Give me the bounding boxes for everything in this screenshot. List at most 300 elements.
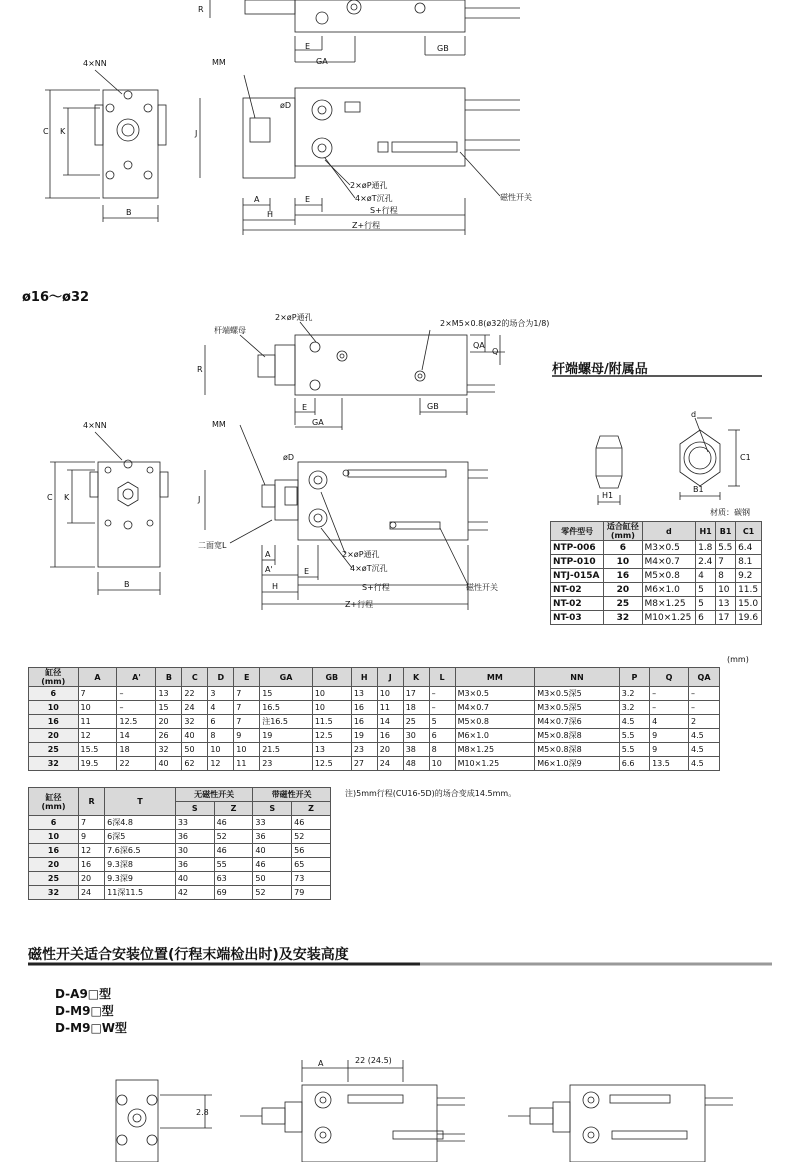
table-cell: M6×1.0深9 (535, 757, 620, 771)
drawing1-labels (43, 5, 532, 230)
rt-header-no-switch: 无磁性开关 (175, 788, 253, 802)
table-cell: M3×0.5深5 (535, 701, 620, 715)
table-cell: 16 (29, 844, 79, 858)
table-cell: 5 (696, 583, 716, 597)
table-cell: 33 (175, 816, 214, 830)
table-cell: 62 (182, 757, 208, 771)
table-cell: 6.4 (736, 541, 762, 555)
label-b-2: B (124, 580, 130, 589)
label-e-side-2: E (304, 567, 310, 576)
rt-sub-s: S (253, 802, 292, 816)
table-cell: 9 (650, 743, 689, 757)
label-nn-2: 4×NN (83, 421, 107, 430)
table-cell: – (689, 701, 720, 715)
table-row (29, 757, 720, 771)
table-cell: 5.5 (716, 541, 736, 555)
table-cell: 32 (604, 611, 642, 625)
callout-s-1: S+行程 (370, 206, 398, 215)
drawing1-end-view (45, 70, 166, 222)
table-cell: 48 (403, 757, 429, 771)
table-cell: 15 (260, 687, 313, 701)
table-cell: 9.3深9 (105, 872, 176, 886)
table-cell: 3 (208, 687, 234, 701)
table-cell: 7 (234, 687, 260, 701)
table-row (29, 701, 720, 715)
table-cell: 52 (253, 886, 292, 900)
switch-side-view-1 (240, 1060, 465, 1162)
table-cell: – (429, 687, 455, 701)
table-cell: 17 (403, 687, 429, 701)
table-cell: M6×1.0 (455, 729, 535, 743)
table-cell: 23 (260, 757, 313, 771)
table-cell: NTP-006 (551, 541, 604, 555)
rod-nut-drawing (596, 418, 740, 505)
nut-label-h1: H1 (602, 491, 614, 500)
label-d-2: øD (283, 453, 295, 462)
label-q-2: Q (492, 347, 499, 356)
table-cell: 55 (214, 858, 253, 872)
table-cell: 79 (292, 886, 331, 900)
table-cell: 65 (292, 858, 331, 872)
rt-header-bore: 缸径 (mm) (29, 788, 79, 816)
table-cell: 52 (214, 830, 253, 844)
table-cell: 36 (175, 830, 214, 844)
table-row (29, 816, 331, 830)
main-header-cell: GA (260, 668, 313, 687)
table-cell: 46 (292, 816, 331, 830)
table-cell: 1.8 (696, 541, 716, 555)
table-cell: – (117, 701, 156, 715)
table-cell: 10 (208, 743, 234, 757)
table-cell: 32 (29, 886, 79, 900)
table-cell: 40 (156, 757, 182, 771)
table-cell: 6.6 (619, 757, 649, 771)
callout-z-2: Z+行程 (345, 600, 374, 609)
table-cell: 13 (351, 687, 377, 701)
table-cell: 6 (696, 611, 716, 625)
table-cell: 16 (29, 715, 79, 729)
table-cell: 12 (78, 729, 117, 743)
table-cell: 10 (78, 701, 117, 715)
label-d-1: øD (280, 101, 292, 110)
acc-header: B1 (716, 522, 736, 541)
main-header-cell: J (377, 668, 403, 687)
nut-labels (602, 410, 751, 517)
table-cell: 46 (214, 844, 253, 858)
label-c-1: C (43, 127, 49, 136)
nut-label-c1: C1 (740, 453, 751, 462)
table-cell: 7 (716, 555, 736, 569)
table-cell: 9.2 (736, 569, 762, 583)
table-cell: 7 (234, 715, 260, 729)
table-cell: 15.5 (78, 743, 117, 757)
main-header-cell: QA (689, 668, 720, 687)
table-cell: 24 (182, 701, 208, 715)
drawing2-top-view (205, 322, 505, 430)
table-cell: M3×0.5深5 (535, 687, 620, 701)
table-cell: NTJ-015A (551, 569, 604, 583)
label-e-side-1: E (305, 195, 311, 204)
table-cell: 6 (29, 687, 79, 701)
table-cell: 25 (29, 872, 79, 886)
table-cell: 5 (429, 715, 455, 729)
table-cell: M4×0.7 (642, 555, 696, 569)
switch-labels (196, 1056, 392, 1117)
table-row (551, 555, 762, 569)
table-cell: – (689, 687, 720, 701)
main-header-cell: GB (312, 668, 351, 687)
callout-t-1: 4×øT沉孔 (355, 194, 393, 203)
label-a-2: A (265, 550, 271, 559)
label-e-2: E (302, 403, 308, 412)
label-qa-2: QA (473, 341, 485, 350)
main-table-unit: (mm) (727, 655, 749, 664)
table-cell: 20 (29, 729, 79, 743)
label-mm-1: MM (212, 58, 226, 67)
table-cell: 52 (292, 830, 331, 844)
switch-label-22: 22 (24.5) (355, 1056, 392, 1065)
main-header-cell: Q (650, 668, 689, 687)
table-cell: 24 (377, 757, 403, 771)
table-row (29, 687, 720, 701)
label-ga-1: GA (316, 57, 328, 66)
table-cell: M8×1.25 (642, 597, 696, 611)
table-cell: 20 (29, 858, 79, 872)
table-cell: 10 (29, 830, 79, 844)
table-cell: 8.1 (736, 555, 762, 569)
table-cell: 16 (604, 569, 642, 583)
table-cell: 56 (292, 844, 331, 858)
callout-switch-2: 磁性开关 (466, 583, 498, 592)
table-cell: 10 (312, 687, 351, 701)
table-cell: 4.5 (689, 757, 720, 771)
switch-end-view (116, 1080, 212, 1162)
switch-types (55, 986, 127, 1037)
table-cell: 9.3深8 (105, 858, 176, 872)
table-cell: – (650, 701, 689, 715)
table-cell: 13 (312, 743, 351, 757)
table-cell: 4.5 (689, 743, 720, 757)
table-cell: 12.5 (312, 729, 351, 743)
table-cell: 40 (175, 872, 214, 886)
table-cell: 20 (604, 583, 642, 597)
table-cell: 12.5 (117, 715, 156, 729)
table-cell: 8 (429, 743, 455, 757)
rt-header-r: R (78, 788, 104, 816)
rt-header-t: T (105, 788, 176, 816)
table-cell: M4×0.7深6 (535, 715, 620, 729)
label-j-1: J (195, 129, 198, 138)
table-cell: 11.5 (736, 583, 762, 597)
main-header-cell: NN (535, 668, 620, 687)
drawing1-top-view (210, 0, 520, 62)
main-header-cell: D (208, 668, 234, 687)
table-cell: 6深5 (105, 830, 176, 844)
rt-sub-z: Z (292, 802, 331, 816)
acc-header: H1 (696, 522, 716, 541)
table-cell: 10 (429, 757, 455, 771)
table-cell: 12.5 (312, 757, 351, 771)
label-r-2: R (197, 365, 203, 374)
table-cell: 8 (208, 729, 234, 743)
drawing2-end-view (50, 432, 168, 595)
table-cell: 14 (377, 715, 403, 729)
table-cell: 11深11.5 (105, 886, 176, 900)
main-header-cell: A (78, 668, 117, 687)
table-cell: 63 (214, 872, 253, 886)
main-header-cell: A' (117, 668, 156, 687)
table-cell: 50 (253, 872, 292, 886)
table-row (29, 743, 720, 757)
nut-material: 材质：碳钢 (710, 508, 750, 517)
table-cell: 9 (650, 729, 689, 743)
table-cell: 69 (214, 886, 253, 900)
table-cell: 12 (78, 844, 104, 858)
table-cell: – (117, 687, 156, 701)
table-cell: 24 (78, 886, 104, 900)
dimension-table-main (28, 667, 720, 771)
label-k-2: K (64, 493, 70, 502)
table-cell: 11 (377, 701, 403, 715)
table-cell: 16 (351, 715, 377, 729)
table-cell: 2.4 (696, 555, 716, 569)
label-b-1: B (126, 208, 132, 217)
table-cell: 46 (253, 858, 292, 872)
table-cell: NT-03 (551, 611, 604, 625)
main-header-cell: MM (455, 668, 535, 687)
table-cell: 50 (182, 743, 208, 757)
rt-sub-s: S (175, 802, 214, 816)
table-cell: 10 (29, 701, 79, 715)
callout-nut-2: 杆端螺母 (214, 326, 246, 335)
table-cell: 32 (29, 757, 79, 771)
main-header-cell: E (234, 668, 260, 687)
switch-type-m9: D-M9□型 (55, 1004, 114, 1018)
table-cell: 25 (29, 743, 79, 757)
table-cell: 36 (175, 858, 214, 872)
label-j-2: J (198, 495, 201, 504)
callout-t-2: 4×øT沉孔 (350, 564, 388, 573)
table-cell: 4 (650, 715, 689, 729)
table-cell: 11 (234, 757, 260, 771)
table-cell: 9 (78, 830, 104, 844)
callout-z-1: Z+行程 (352, 221, 381, 230)
table-cell: M5×0.8 (642, 569, 696, 583)
table-cell: NT-02 (551, 583, 604, 597)
table-cell: 27 (351, 757, 377, 771)
rt-note: 注)5mm行程(CU16-5D)的场合变成14.5mm。 (345, 789, 517, 798)
table-cell: 36 (253, 830, 292, 844)
table-cell: 7 (234, 701, 260, 715)
table-cell: 18 (403, 701, 429, 715)
table-cell: 12 (208, 757, 234, 771)
main-header-cell: H (351, 668, 377, 687)
main-header-cell: K (403, 668, 429, 687)
table-cell: 7.6深6.5 (105, 844, 176, 858)
table-cell: 5 (696, 597, 716, 611)
label-a-1: A (254, 195, 260, 204)
table-cell: 22 (182, 687, 208, 701)
callout-p-1: 2×øP通孔 (350, 181, 388, 190)
table-cell: 42 (175, 886, 214, 900)
table-cell: 5.5 (619, 743, 649, 757)
table-cell: 3.2 (619, 687, 649, 701)
table-cell: 19 (351, 729, 377, 743)
main-header-cell: B (156, 668, 182, 687)
table-cell: 10 (234, 743, 260, 757)
table-cell: 32 (156, 743, 182, 757)
table-row (29, 830, 331, 844)
label-l-2: 二面宽L (198, 541, 227, 550)
table-cell: M5×0.8深8 (535, 729, 620, 743)
table-cell: 20 (156, 715, 182, 729)
table-cell: 13 (716, 597, 736, 611)
table-cell: 40 (253, 844, 292, 858)
nut-label-d: d (691, 410, 697, 419)
rt-header-with-switch: 带磁性开关 (253, 788, 331, 802)
table-row (551, 541, 762, 555)
table-cell: 14 (117, 729, 156, 743)
label-mm-2: MM (212, 420, 226, 429)
main-header-cell: C (182, 668, 208, 687)
table-cell: 40 (182, 729, 208, 743)
table-cell: 10 (377, 687, 403, 701)
table-cell: 23 (351, 743, 377, 757)
table-cell: M3×0.5 (642, 541, 696, 555)
table-row (551, 611, 762, 625)
table-cell: 11.5 (312, 715, 351, 729)
switch-label-a: A (318, 1059, 324, 1068)
table-cell: 22 (117, 757, 156, 771)
acc-header: C1 (736, 522, 762, 541)
table-cell: 4.5 (689, 729, 720, 743)
table-row (551, 569, 762, 583)
table-cell: 6深4.8 (105, 816, 176, 830)
table-cell: M10×1.25 (455, 757, 535, 771)
table-cell: 19 (260, 729, 313, 743)
table-cell: 17 (716, 611, 736, 625)
table-cell: 4.5 (619, 715, 649, 729)
label-r-1: R (198, 5, 204, 14)
label-gb-1: GB (437, 44, 449, 53)
table-cell: 13 (156, 687, 182, 701)
switch-side-view-2 (508, 1085, 733, 1162)
table-cell: 20 (78, 872, 104, 886)
table-row (29, 872, 331, 886)
table-cell: – (429, 701, 455, 715)
table-cell: – (650, 687, 689, 701)
rt-sub-z: Z (214, 802, 253, 816)
label-aprime-2: A' (265, 565, 273, 574)
table-cell: M10×1.25 (642, 611, 696, 625)
table-cell: 7 (78, 687, 117, 701)
table-cell: 6 (429, 729, 455, 743)
table-cell: M5×0.8 (455, 715, 535, 729)
table-cell: 32 (182, 715, 208, 729)
table-cell: 11 (78, 715, 117, 729)
table-cell: M3×0.5 (455, 687, 535, 701)
table-row (29, 844, 331, 858)
table-cell: 15.0 (736, 597, 762, 611)
label-nn-1: 4×NN (83, 59, 107, 68)
switch-type-a9: D-A9□型 (55, 987, 112, 1001)
table-cell: 25 (604, 597, 642, 611)
table-cell: 4 (696, 569, 716, 583)
table-cell: 16.5 (260, 701, 313, 715)
table-cell: 18 (117, 743, 156, 757)
accessory-table (550, 521, 762, 625)
table-row (29, 858, 331, 872)
label-h-1: H (267, 210, 274, 219)
table-cell: 21.5 (260, 743, 313, 757)
table-cell: M4×0.7 (455, 701, 535, 715)
callout-s-2: S+行程 (362, 583, 390, 592)
callout-p-top-2: 2×øP通孔 (275, 313, 313, 322)
switch-label-28: 2.8 (196, 1108, 209, 1117)
table-cell: 9 (234, 729, 260, 743)
table-cell: 20 (377, 743, 403, 757)
table-cell: 16 (351, 701, 377, 715)
table-cell: 6 (604, 541, 642, 555)
nut-label-b1: B1 (693, 485, 704, 494)
table-cell: 26 (156, 729, 182, 743)
main-header-cell: L (429, 668, 455, 687)
table-row (29, 715, 720, 729)
label-gb-2: GB (427, 402, 439, 411)
table-cell: 13.5 (650, 757, 689, 771)
table-cell: 10 (604, 555, 642, 569)
table-cell: 3.2 (619, 701, 649, 715)
callout-switch-1: 磁性开关 (500, 193, 532, 202)
table-cell: M8×1.25 (455, 743, 535, 757)
table-row (29, 729, 720, 743)
label-e-1: E (305, 42, 311, 51)
acc-header: 零件型号 (551, 522, 604, 541)
table-cell: 15 (156, 701, 182, 715)
table-cell: 8 (716, 569, 736, 583)
callout-p-2: 2×øP通孔 (342, 550, 380, 559)
table-row (551, 597, 762, 611)
drawing1-side-view (200, 75, 520, 235)
accessory-title: 杆端螺母/附属品 (552, 362, 648, 377)
table-row (29, 886, 331, 900)
table-cell: M5×0.8深8 (535, 743, 620, 757)
label-ga-2: GA (312, 418, 324, 427)
table-cell: 2 (689, 715, 720, 729)
table-cell: 注16.5 (260, 715, 313, 729)
table-cell: 4 (208, 701, 234, 715)
table-cell: 16 (377, 729, 403, 743)
label-k-1: K (60, 127, 66, 136)
table-cell: 30 (175, 844, 214, 858)
table-cell: 73 (292, 872, 331, 886)
table-cell: NT-02 (551, 597, 604, 611)
table-cell: 7 (78, 816, 104, 830)
table-cell: 6 (208, 715, 234, 729)
size-range-label: ø16～ø32 (22, 290, 90, 305)
main-header-cell: 缸径 (mm) (29, 668, 79, 687)
table-cell: 33 (253, 816, 292, 830)
acc-header: 适合缸径 (mm) (604, 522, 642, 541)
label-c-2: C (47, 493, 53, 502)
table-cell: 38 (403, 743, 429, 757)
label-h-2: H (272, 582, 279, 591)
dimension-table-rt (28, 787, 331, 900)
callout-m5-2: 2×M5×0.8(ø32的场合为1/8) (440, 319, 550, 328)
table-cell: 25 (403, 715, 429, 729)
table-cell: 16 (78, 858, 104, 872)
table-cell: 30 (403, 729, 429, 743)
